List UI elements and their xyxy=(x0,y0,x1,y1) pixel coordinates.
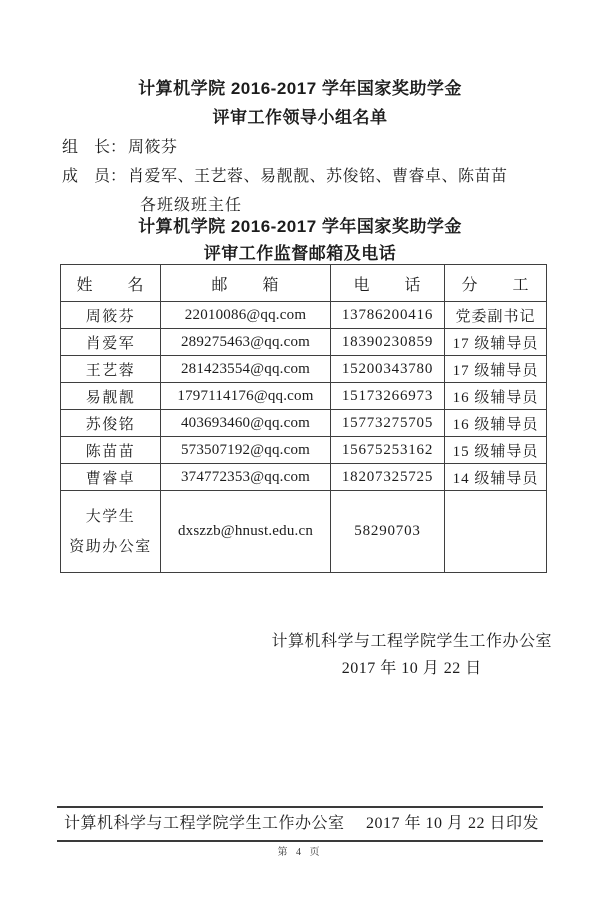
cell-duty: 党委副书记 xyxy=(445,302,547,329)
supervision-title-line1: 计算机学院 2016-2017 学年国家奖助学金 xyxy=(138,217,462,236)
cell-duty: 16 级辅导员 xyxy=(445,410,547,437)
signature-date: 2017 年 10 月 22 日 xyxy=(341,660,482,677)
members-line xyxy=(0,162,600,191)
header-email: 邮 箱 xyxy=(161,265,331,302)
cell-office-duty xyxy=(445,491,547,573)
table-row xyxy=(61,383,547,410)
footer-issue-date: 2017 年 10 月 22 日印发 xyxy=(366,815,540,832)
leader-label: 组 长： xyxy=(62,139,127,156)
table-row xyxy=(61,329,547,356)
leader-list xyxy=(0,133,600,220)
cell-email: 289275463@qq.com xyxy=(161,329,331,356)
leader-name: 周筱芬 xyxy=(128,139,178,156)
cell-phone: 13786200416 xyxy=(331,302,445,329)
table-row xyxy=(61,302,547,329)
cell-office-email: dxszzb@hnust.edu.cn xyxy=(161,491,331,573)
cell-duty: 14 级辅导员 xyxy=(445,464,547,491)
header-phone: 电 话 xyxy=(331,265,445,302)
cell-email: 374772353@qq.com xyxy=(161,464,331,491)
doc-title-line2: 评审工作领导小组名单 xyxy=(212,108,388,127)
cell-email: 1797114176@qq.com xyxy=(161,383,331,410)
footer-rule-top xyxy=(57,806,543,808)
leader-group-title xyxy=(0,74,600,132)
cell-duty: 17 级辅导员 xyxy=(445,356,547,383)
table-row-office xyxy=(61,491,547,573)
cell-name: 肖爱军 xyxy=(61,329,161,356)
cell-phone: 15200343780 xyxy=(331,356,445,383)
cell-phone: 15173266973 xyxy=(331,383,445,410)
signature-block xyxy=(271,628,552,682)
supervision-contact-table xyxy=(60,264,547,573)
table-row xyxy=(61,356,547,383)
table-row xyxy=(61,410,547,437)
cell-phone: 15773275705 xyxy=(331,410,445,437)
cell-phone: 18390230859 xyxy=(331,329,445,356)
cell-phone: 18207325725 xyxy=(331,464,445,491)
cell-duty: 17 级辅导员 xyxy=(445,329,547,356)
members-label: 成 员： xyxy=(62,168,127,185)
cell-duty: 15 级辅导员 xyxy=(445,437,547,464)
members-names: 肖爱军、王艺蓉、易靓靓、苏俊铭、曹睿卓、陈苗苗 xyxy=(128,168,508,185)
supervision-title xyxy=(0,213,600,267)
cell-name: 易靓靓 xyxy=(61,383,161,410)
leader-line xyxy=(0,133,600,162)
doc-title-line1: 计算机学院 2016-2017 学年国家奖助学金 xyxy=(138,79,462,98)
cell-office-name xyxy=(61,491,161,573)
table-header-row xyxy=(61,265,547,302)
cell-phone: 15675253162 xyxy=(331,437,445,464)
footer-rule-bottom xyxy=(57,840,543,842)
footer-issue-line xyxy=(64,810,543,838)
cell-office-phone: 58290703 xyxy=(331,491,445,573)
cell-email: 573507192@qq.com xyxy=(161,437,331,464)
members-line2: 各班级班主任 xyxy=(140,197,243,214)
header-name: 姓 名 xyxy=(61,265,161,302)
cell-email: 403693460@qq.com xyxy=(161,410,331,437)
cell-duty: 16 级辅导员 xyxy=(445,383,547,410)
cell-name: 苏俊铭 xyxy=(61,410,161,437)
office-name-line1: 大学生 xyxy=(85,508,136,525)
footer-issuer: 计算机科学与工程学院学生工作办公室 xyxy=(64,815,345,832)
cell-name: 陈苗苗 xyxy=(61,437,161,464)
cell-email: 281423554@qq.com xyxy=(161,356,331,383)
page-number: 第 4 页 xyxy=(277,847,323,858)
cell-email: 22010086@qq.com xyxy=(161,302,331,329)
table-row xyxy=(61,437,547,464)
cell-name: 周筱芬 xyxy=(61,302,161,329)
table-row xyxy=(61,464,547,491)
cell-name: 曹睿卓 xyxy=(61,464,161,491)
office-name-line2: 资助办公室 xyxy=(69,538,152,555)
signature-office: 计算机科学与工程学院学生工作办公室 xyxy=(271,633,552,650)
cell-name: 王艺蓉 xyxy=(61,356,161,383)
header-duty: 分 工 xyxy=(445,265,547,302)
document-page xyxy=(0,74,600,922)
supervision-title-line2: 评审工作监督邮箱及电话 xyxy=(203,244,397,263)
